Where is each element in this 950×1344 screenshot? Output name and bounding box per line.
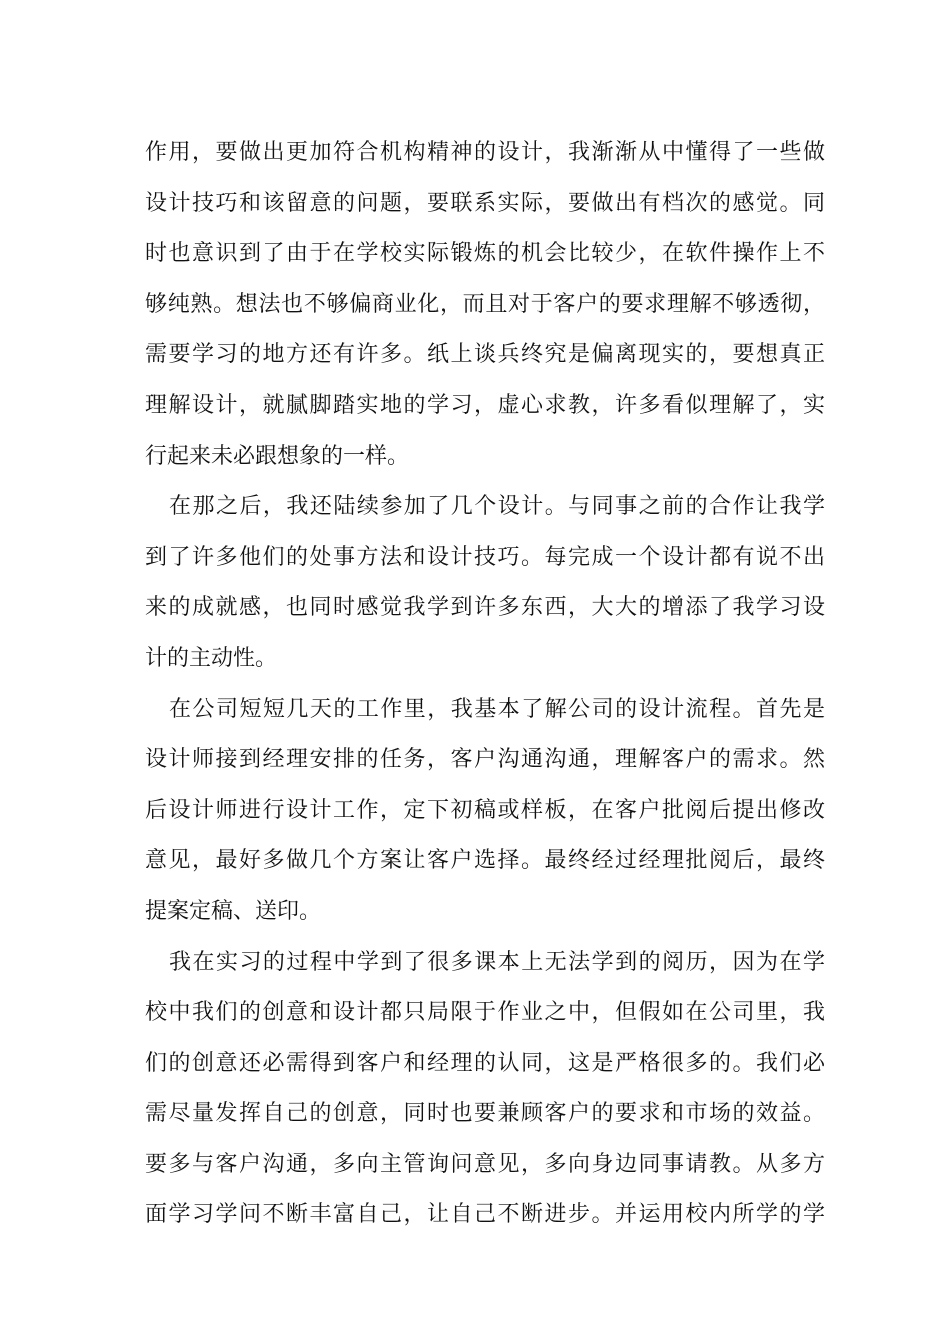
- text-line: 校中我们的创意和设计都只局限于作业之中，但假如在公司里，我: [145, 1000, 825, 1026]
- text-line: 够纯熟。想法也不够偏商业化，而且对于客户的要求理解不够透彻，: [145, 291, 825, 317]
- text-line: 意见，最好多做几个方案让客户选择。最终经过经理批阅后，最终: [145, 848, 825, 874]
- text-line: 需要学习的地方还有许多。纸上谈兵终究是偏离现实的，要想真正: [145, 342, 825, 368]
- text-line: 时也意识到了由于在学校实际锻炼的机会比较少，在软件操作上不: [145, 241, 825, 267]
- text-line: 提案定稿、送印。: [145, 898, 322, 924]
- text-line: 要多与客户沟通，多向主管询问意见，多向身边同事请教。从多方: [145, 1151, 825, 1177]
- text-line: 理解设计，就腻脚踏实地的学习，虚心求教，许多看似理解了，实: [145, 392, 825, 418]
- paragraph-first-line: 我在实习的过程中学到了很多课本上无法学到的阅历，因为在学: [169, 949, 825, 975]
- text-line: 到了许多他们的处事方法和设计技巧。每完成一个设计都有说不出: [145, 544, 825, 570]
- text-line: 们的创意还必需得到客户和经理的认同，这是严格很多的。我们必: [145, 1050, 825, 1076]
- text-line: 作用，要做出更加符合机构精神的设计，我渐渐从中懂得了一些做: [145, 140, 825, 165]
- text-line: 需尽量发挥自己的创意，同时也要兼顾客户的要求和市场的效益。: [145, 1101, 825, 1127]
- paragraph-first-line: 在公司短短几天的工作里，我基本了解公司的设计流程。首先是: [169, 696, 825, 722]
- text-line: 来的成就感，也同时感觉我学到许多东西，大大的增添了我学习设: [145, 595, 825, 621]
- text-line: 面学习学问不断丰富自己，让自己不断进步。并运用校内所学的学: [145, 1202, 825, 1228]
- text-line: 计的主动性。: [145, 645, 278, 671]
- text-line: 后设计师进行设计工作，定下初稿或样板，在客户批阅后提出修改: [145, 797, 825, 823]
- text-line: 设计技巧和该留意的问题，要联系实际，要做出有档次的感觉。同: [145, 190, 825, 216]
- text-line: 行起来未必跟想象的一样。: [145, 443, 410, 469]
- text-line: 设计师接到经理安排的任务，客户沟通沟通，理解客户的需求。然: [145, 747, 825, 773]
- paragraph-first-line: 在那之后，我还陆续参加了几个设计。与同事之前的合作让我学: [169, 494, 825, 520]
- body-text: [145, 128, 825, 1241]
